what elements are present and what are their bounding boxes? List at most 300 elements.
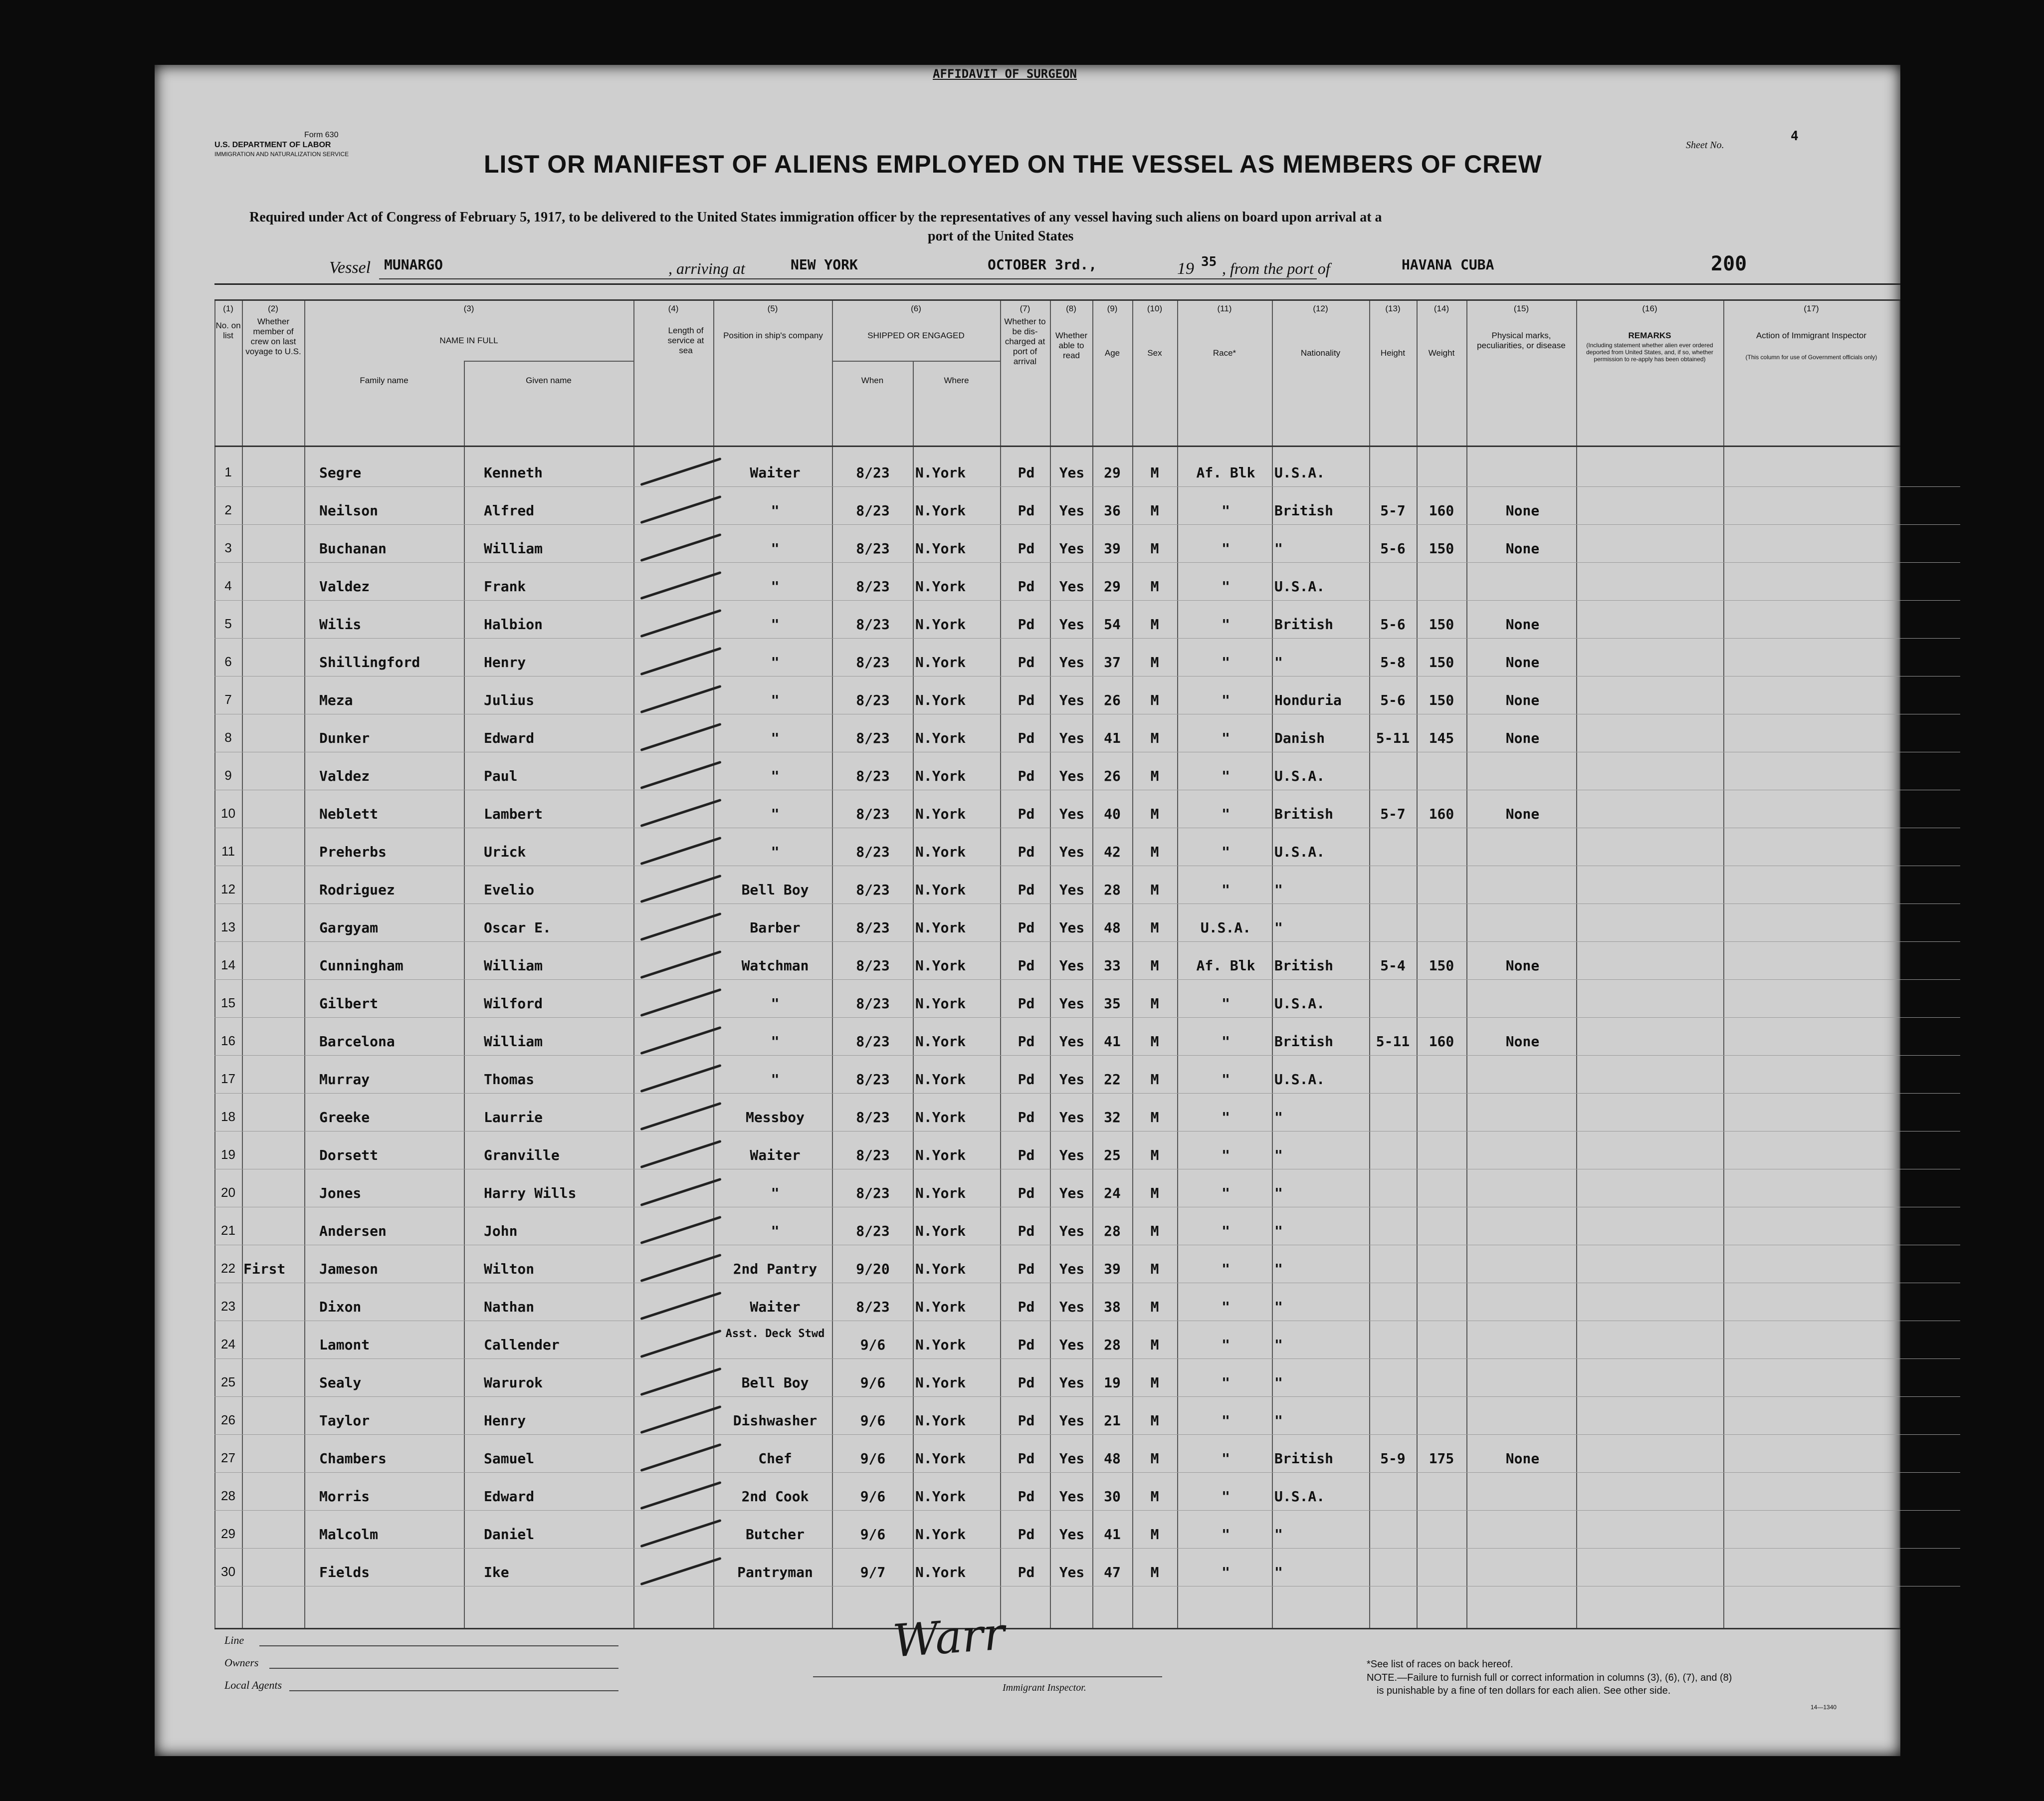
cell-disch: Pd <box>1018 1223 1035 1239</box>
sheet-number: 4 <box>1791 129 1799 144</box>
cell-when: 9/6 <box>860 1412 886 1429</box>
check-mark <box>640 799 721 827</box>
table-row <box>214 1285 1900 1323</box>
cell-age: 24 <box>1104 1185 1121 1201</box>
cell-sex: M <box>1150 654 1159 671</box>
table-row <box>214 1209 1900 1247</box>
check-mark <box>640 1519 721 1548</box>
cell-family: Greeke <box>319 1109 370 1126</box>
cell-race: Af. Blk <box>1196 957 1255 974</box>
table-row <box>214 1398 1900 1436</box>
col-15-number: (15) <box>1513 304 1529 313</box>
cell-read: Yes <box>1059 882 1085 898</box>
cell-read: Yes <box>1059 1223 1085 1239</box>
check-mark <box>640 1178 721 1206</box>
cell-sex: M <box>1150 844 1159 860</box>
cell-height: 5-6 <box>1380 540 1406 557</box>
cell-read: Yes <box>1059 1147 1085 1163</box>
cell-given: Evelio <box>484 882 535 898</box>
cell-given: Julius <box>484 692 535 708</box>
cell-family: Meza <box>319 692 353 708</box>
cell-weight: 145 <box>1429 730 1454 746</box>
cell-sex: M <box>1150 1337 1159 1353</box>
cell-last: First <box>243 1261 286 1277</box>
cell-disch: Pd <box>1018 768 1035 784</box>
cell-read: Yes <box>1059 1526 1085 1543</box>
cell-where: N.York <box>915 730 966 746</box>
cell-sex: M <box>1150 1526 1159 1543</box>
penalty-note-1: NOTE.—Failure to furnish full or correct information in columns (3), (6), (7), and (8) <box>1367 1672 1732 1683</box>
cell-age: 19 <box>1104 1374 1121 1391</box>
cell-race: " <box>1222 1261 1230 1277</box>
check-mark <box>640 1367 721 1396</box>
cell-marks: None <box>1505 957 1540 974</box>
table-row <box>214 792 1900 830</box>
cell-given: Paul <box>484 768 518 784</box>
cell-sex: M <box>1150 730 1159 746</box>
cell-position: " <box>771 616 780 633</box>
cell-nat: U.S.A. <box>1274 1488 1325 1505</box>
cell-given: Wilford <box>484 995 543 1012</box>
cell-no: 24 <box>221 1337 235 1351</box>
check-mark <box>640 1405 721 1434</box>
col-6-number: (6) <box>911 304 921 313</box>
cell-position: " <box>771 806 780 822</box>
cell-nat: " <box>1274 1337 1283 1353</box>
cell-where: N.York <box>915 692 966 708</box>
cell-sex: M <box>1150 578 1159 595</box>
cell-read: Yes <box>1059 464 1085 481</box>
cell-race: " <box>1222 1450 1230 1467</box>
cell-disch: Pd <box>1018 654 1035 671</box>
col-16-number: (16) <box>1642 304 1657 313</box>
cell-disch: Pd <box>1018 540 1035 557</box>
arrival-date: OCTOBER 3rd., <box>988 256 1097 273</box>
cell-where: N.York <box>915 1147 966 1163</box>
check-mark <box>640 950 721 979</box>
where-header: Where <box>944 376 969 385</box>
cell-sex: M <box>1150 957 1159 974</box>
list-number: 200 <box>1711 252 1747 275</box>
cell-nat: " <box>1274 1147 1283 1163</box>
cell-age: 33 <box>1104 957 1121 974</box>
cell-position: Dishwasher <box>733 1412 818 1429</box>
cell-read: Yes <box>1059 1564 1085 1580</box>
cell-race: " <box>1222 844 1230 860</box>
table-row <box>214 716 1900 754</box>
cell-race: U.S.A. <box>1200 919 1251 936</box>
cell-where: N.York <box>915 464 966 481</box>
col-5-header: Position in ship's company <box>723 331 823 340</box>
cell-no: 8 <box>224 730 232 745</box>
table-row <box>214 905 1900 943</box>
sheet-label: Sheet No. <box>1686 140 1724 151</box>
cell-race: " <box>1222 1185 1230 1201</box>
cell-where: N.York <box>915 616 966 633</box>
cell-sex: M <box>1150 768 1159 784</box>
cell-race: " <box>1222 1071 1230 1088</box>
check-mark <box>640 495 721 524</box>
cell-age: 28 <box>1104 1337 1121 1353</box>
cell-where: N.York <box>915 1223 966 1239</box>
check-mark <box>640 1102 721 1130</box>
penalty-note-2: is punishable by a fine of ten dollars for each alien. See other side. <box>1377 1685 1671 1696</box>
cell-disch: Pd <box>1018 1488 1035 1505</box>
cell-sex: M <box>1150 995 1159 1012</box>
cell-given: Wilton <box>484 1261 535 1277</box>
table-row <box>214 1133 1900 1171</box>
cell-race: " <box>1222 1109 1230 1126</box>
cell-given: Oscar E. <box>484 919 551 936</box>
cell-where: N.York <box>915 1071 966 1088</box>
cell-disch: Pd <box>1018 919 1035 936</box>
cell-age: 47 <box>1104 1564 1121 1580</box>
cell-age: 41 <box>1104 1033 1121 1050</box>
cell-family: Jameson <box>319 1261 379 1277</box>
col-9-number: (9) <box>1107 304 1118 313</box>
cell-race: " <box>1222 1526 1230 1543</box>
cell-when: 8/23 <box>856 540 890 557</box>
cell-age: 38 <box>1104 1299 1121 1315</box>
cell-race: " <box>1222 1488 1230 1505</box>
cell-no: 26 <box>221 1412 235 1427</box>
cell-position: " <box>771 502 780 519</box>
cell-nat: British <box>1274 1450 1334 1467</box>
form-code: 14—1340 <box>1811 1704 1837 1711</box>
cell-marks: None <box>1505 616 1540 633</box>
check-mark <box>640 1557 721 1585</box>
table-row <box>214 640 1900 678</box>
cell-height: 5-6 <box>1380 616 1406 633</box>
check-mark <box>640 1443 721 1472</box>
cell-race: " <box>1222 1223 1230 1239</box>
cell-family: Valdez <box>319 768 370 784</box>
cell-disch: Pd <box>1018 957 1035 974</box>
cell-disch: Pd <box>1018 692 1035 708</box>
cell-weight: 150 <box>1429 692 1454 708</box>
cell-disch: Pd <box>1018 1071 1035 1088</box>
cell-given: Lambert <box>484 806 543 822</box>
cell-nat: " <box>1274 1223 1283 1239</box>
table-row <box>214 1247 1900 1285</box>
cell-disch: Pd <box>1018 882 1035 898</box>
cell-age: 54 <box>1104 616 1121 633</box>
cell-family: Buchanan <box>319 540 387 557</box>
cell-when: 8/23 <box>856 578 890 595</box>
cell-position: 2nd Cook <box>741 1488 809 1505</box>
cell-given: Edward <box>484 730 535 746</box>
cell-family: Valdez <box>319 578 370 595</box>
cell-no: 4 <box>224 578 232 593</box>
cell-nat: " <box>1274 1374 1283 1391</box>
cell-read: Yes <box>1059 692 1085 708</box>
cell-read: Yes <box>1059 768 1085 784</box>
family-name-header: Family name <box>360 376 409 385</box>
cell-where: N.York <box>915 844 966 860</box>
cell-sex: M <box>1150 806 1159 822</box>
cell-disch: Pd <box>1018 995 1035 1012</box>
cell-height: 5-9 <box>1380 1450 1406 1467</box>
cell-sex: M <box>1150 1374 1159 1391</box>
cell-nat: " <box>1274 882 1283 898</box>
cell-given: Frank <box>484 578 526 595</box>
cell-disch: Pd <box>1018 1185 1035 1201</box>
table-row <box>214 488 1900 526</box>
col-7-header: Whether to be dis-charged at port of arrival <box>1004 317 1046 366</box>
cell-height: 5-8 <box>1380 654 1406 671</box>
cell-family: Fields <box>319 1564 370 1580</box>
cell-family: Cunningham <box>319 957 404 974</box>
cell-weight: 175 <box>1429 1450 1454 1467</box>
cell-weight: 150 <box>1429 957 1454 974</box>
cell-race: " <box>1222 540 1230 557</box>
col-3-number: (3) <box>463 304 474 313</box>
col-5-number: (5) <box>767 304 778 313</box>
cell-position: Messboy <box>745 1109 805 1126</box>
top-rule <box>214 283 1900 285</box>
cell-given: William <box>484 540 543 557</box>
cell-race: " <box>1222 654 1230 671</box>
cell-given: Henry <box>484 654 526 671</box>
table-row <box>214 1360 1900 1398</box>
table-row <box>214 943 1900 981</box>
cell-family: Neilson <box>319 502 379 519</box>
cell-age: 25 <box>1104 1147 1121 1163</box>
col-3-header: NAME IN FULL <box>439 336 498 345</box>
cell-position: " <box>771 768 780 784</box>
cell-where: N.York <box>915 1488 966 1505</box>
cell-no: 21 <box>221 1223 235 1238</box>
cell-race: Af. Blk <box>1196 464 1255 481</box>
cell-read: Yes <box>1059 1071 1085 1088</box>
table-row <box>214 981 1900 1019</box>
cell-family: Gargyam <box>319 919 379 936</box>
cell-given: Callender <box>484 1337 560 1353</box>
cell-sex: M <box>1150 1450 1159 1467</box>
cell-disch: Pd <box>1018 464 1035 481</box>
cell-when: 8/23 <box>856 1185 890 1201</box>
col-10-header: Sex <box>1147 348 1162 358</box>
cell-where: N.York <box>915 957 966 974</box>
cell-disch: Pd <box>1018 1526 1035 1543</box>
cell-read: Yes <box>1059 1109 1085 1126</box>
cell-position: Waiter <box>750 464 801 481</box>
cell-where: N.York <box>915 995 966 1012</box>
cell-read: Yes <box>1059 1299 1085 1315</box>
cell-when: 8/23 <box>856 882 890 898</box>
cell-when: 8/23 <box>856 995 890 1012</box>
cell-age: 29 <box>1104 578 1121 595</box>
col-10-number: (10) <box>1147 304 1163 313</box>
cell-height: 5-11 <box>1376 730 1410 746</box>
col-8-number: (8) <box>1066 304 1076 313</box>
cell-no: 2 <box>224 502 232 517</box>
cell-disch: Pd <box>1018 1450 1035 1467</box>
cell-weight: 160 <box>1429 502 1454 519</box>
cell-sex: M <box>1150 692 1159 708</box>
cell-read: Yes <box>1059 540 1085 557</box>
cell-nat: " <box>1274 540 1283 557</box>
check-mark <box>640 988 721 1017</box>
table-row <box>214 678 1900 716</box>
table-row <box>214 1171 1900 1209</box>
cell-age: 41 <box>1104 730 1121 746</box>
cell-given: Nathan <box>484 1299 535 1315</box>
cell-disch: Pd <box>1018 1109 1035 1126</box>
cell-position: Watchman <box>741 957 809 974</box>
cell-position: 2nd Pantry <box>733 1261 818 1277</box>
table-row <box>214 754 1900 792</box>
cell-nat: U.S.A. <box>1274 578 1325 595</box>
cell-nat: " <box>1274 1299 1283 1315</box>
col-14-header: Weight <box>1428 348 1455 358</box>
cell-family: Rodriguez <box>319 882 395 898</box>
crew-table <box>214 299 1900 1629</box>
cell-read: Yes <box>1059 1374 1085 1391</box>
col-17-subheader: (This column for use of Government officials only) <box>1745 354 1877 361</box>
cell-position: " <box>771 1223 780 1239</box>
cell-no: 18 <box>221 1109 235 1124</box>
cell-position: Waiter <box>750 1147 801 1163</box>
cell-race: " <box>1222 768 1230 784</box>
cell-sex: M <box>1150 1564 1159 1580</box>
cell-read: Yes <box>1059 1412 1085 1429</box>
subtitle-line-2: port of the United States <box>928 228 1074 244</box>
cell-age: 42 <box>1104 844 1121 860</box>
cell-position: " <box>771 844 780 860</box>
cell-family: Lamont <box>319 1337 370 1353</box>
check-mark <box>640 533 721 562</box>
cell-race: " <box>1222 502 1230 519</box>
check-mark <box>640 1026 721 1055</box>
cell-family: Murray <box>319 1071 370 1088</box>
departure-port: HAVANA CUBA <box>1402 256 1494 273</box>
cell-marks: None <box>1505 654 1540 671</box>
cell-age: 35 <box>1104 995 1121 1012</box>
form-number: Form 630 <box>304 131 339 139</box>
cell-race: " <box>1222 616 1230 633</box>
cell-marks: None <box>1505 692 1540 708</box>
col-1-number: (1) <box>223 304 233 313</box>
cell-position: " <box>771 1185 780 1201</box>
cell-no: 17 <box>221 1071 235 1086</box>
cell-marks: None <box>1505 540 1540 557</box>
cell-nat: " <box>1274 1109 1283 1126</box>
cell-when: 8/23 <box>856 768 890 784</box>
cell-read: Yes <box>1059 1261 1085 1277</box>
cell-when: 8/23 <box>856 1299 890 1315</box>
cell-nat: Honduria <box>1274 692 1342 708</box>
cell-position: Bell Boy <box>741 882 809 898</box>
table-row <box>214 830 1900 868</box>
col-4-header: Length of service at sea <box>667 326 704 355</box>
cell-race: " <box>1222 1564 1230 1580</box>
check-mark <box>640 1064 721 1093</box>
cell-sex: M <box>1150 464 1159 481</box>
cell-when: 8/23 <box>856 919 890 936</box>
cell-weight: 160 <box>1429 806 1454 822</box>
cell-race: " <box>1222 806 1230 822</box>
cell-age: 41 <box>1104 1526 1121 1543</box>
cell-when: 8/23 <box>856 1071 890 1088</box>
cell-disch: Pd <box>1018 1299 1035 1315</box>
cell-given: Halbion <box>484 616 543 633</box>
cell-sex: M <box>1150 882 1159 898</box>
owners-label: Owners <box>224 1656 259 1669</box>
arriving-label: , arriving at <box>668 259 745 277</box>
cell-given: Granville <box>484 1147 560 1163</box>
cell-race: " <box>1222 1147 1230 1163</box>
line-label: Line <box>224 1634 244 1646</box>
cell-given: Edward <box>484 1488 535 1505</box>
cell-weight: 150 <box>1429 616 1454 633</box>
cell-read: Yes <box>1059 654 1085 671</box>
cell-read: Yes <box>1059 578 1085 595</box>
cell-no: 1 <box>224 464 232 479</box>
cell-no: 19 <box>221 1147 235 1162</box>
cell-when: 8/23 <box>856 957 890 974</box>
cell-disch: Pd <box>1018 730 1035 746</box>
cell-nat: British <box>1274 806 1334 822</box>
cell-when: 9/6 <box>860 1488 886 1505</box>
cell-age: 29 <box>1104 464 1121 481</box>
cell-family: Dixon <box>319 1299 362 1315</box>
col-14-number: (14) <box>1433 304 1449 313</box>
cell-sex: M <box>1150 1261 1159 1277</box>
cell-age: 26 <box>1104 768 1121 784</box>
cell-where: N.York <box>915 1526 966 1543</box>
cell-given: Laurrie <box>484 1109 543 1126</box>
cell-position: Chef <box>758 1450 792 1467</box>
inspector-label: Immigrant Inspector. <box>1003 1682 1086 1693</box>
table-row <box>214 1436 1900 1474</box>
cell-race: " <box>1222 1374 1230 1391</box>
cell-sex: M <box>1150 1488 1159 1505</box>
col-12-header: Nationality <box>1300 348 1341 358</box>
cell-race: " <box>1222 1299 1230 1315</box>
cell-age: 39 <box>1104 540 1121 557</box>
col-15-header: Physical marks, peculiarities, or disease <box>1477 331 1566 350</box>
cell-disch: Pd <box>1018 1147 1035 1163</box>
cell-marks: None <box>1505 1450 1540 1467</box>
cell-nat: Danish <box>1274 730 1325 746</box>
cell-given: John <box>484 1223 518 1239</box>
cell-position: Asst. Deck Stwd <box>725 1328 825 1340</box>
cell-when: 8/23 <box>856 1147 890 1163</box>
cell-where: N.York <box>915 1374 966 1391</box>
cell-disch: Pd <box>1018 1374 1035 1391</box>
col-16-subheader: (Including statement whether alien ever ordered deported from United States, and, if so, whether permission to re-apply has been obtained) <box>1586 342 1713 363</box>
cell-where: N.York <box>915 1412 966 1429</box>
cell-family: Barcelona <box>319 1033 395 1050</box>
cell-when: 9/6 <box>860 1374 886 1391</box>
cell-given: Henry <box>484 1412 526 1429</box>
cell-position: Waiter <box>750 1299 801 1315</box>
check-mark <box>640 837 721 865</box>
cell-age: 28 <box>1104 882 1121 898</box>
cell-position: Butcher <box>745 1526 805 1543</box>
cell-when: 9/6 <box>860 1450 886 1467</box>
check-mark <box>640 761 721 789</box>
check-mark <box>640 723 721 751</box>
cell-disch: Pd <box>1018 502 1035 519</box>
vessel-underline <box>379 278 1317 279</box>
cell-family: Morris <box>319 1488 370 1505</box>
cell-disch: Pd <box>1018 616 1035 633</box>
cell-sex: M <box>1150 1071 1159 1088</box>
manifest-sheet <box>155 65 1900 1756</box>
inspector-signature: Warr <box>891 1607 1007 1668</box>
